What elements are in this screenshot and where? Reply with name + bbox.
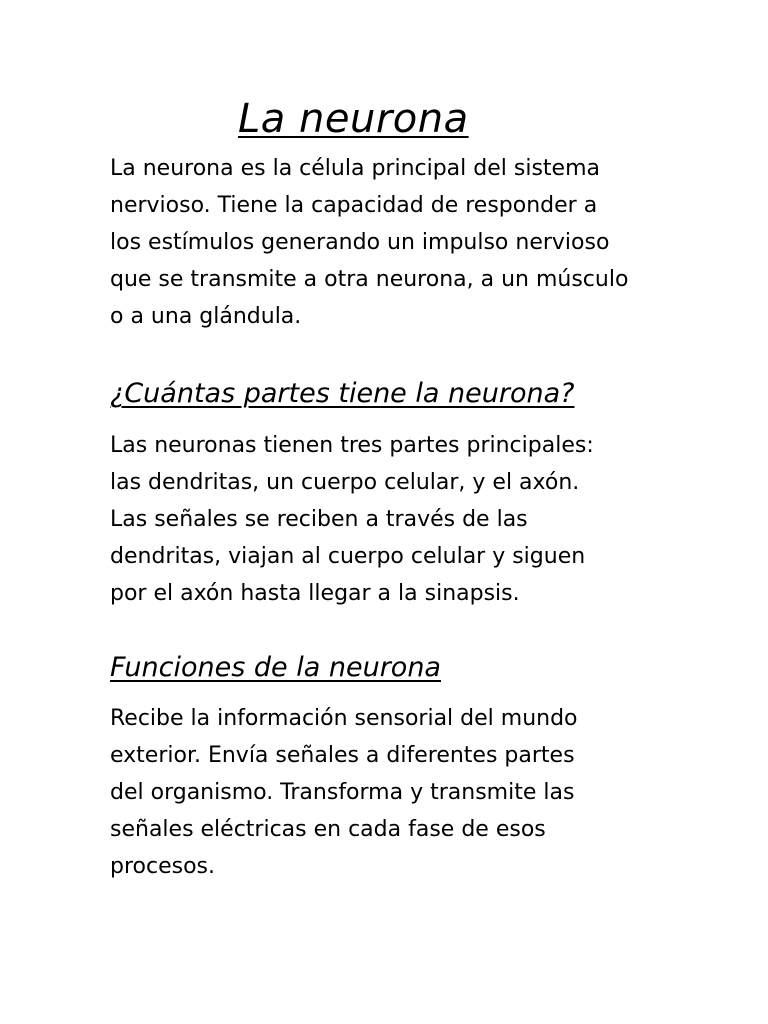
paragraph-line: dendritas, viajan al cuerpo celular y siguen	[110, 544, 586, 569]
section-heading-parts: ¿Cuántas partes tiene la neurona?	[110, 378, 575, 409]
paragraph-line: nervioso. Tiene la capacidad de responder a	[110, 193, 598, 218]
functions-paragraph	[110, 700, 578, 885]
document-title: La neurona	[238, 96, 469, 142]
paragraph-line: La neurona es la célula principal del sistema	[110, 156, 600, 181]
paragraph-line: por el axón hasta llegar a la sinapsis.	[110, 581, 520, 606]
paragraph-line: del organismo. Transforma y transmite las	[110, 780, 575, 805]
paragraph-line: Recibe la información sensorial del mundo	[110, 706, 578, 731]
paragraph-line: Las señales se reciben a través de las	[110, 507, 528, 532]
paragraph-line: señales eléctricas en cada fase de esos	[110, 817, 546, 842]
parts-paragraph	[110, 427, 594, 612]
paragraph-line: procesos.	[110, 854, 215, 879]
paragraph-line: que se transmite a otra neurona, a un músculo	[110, 267, 629, 292]
paragraph-line: exterior. Envía señales a diferentes partes	[110, 743, 575, 768]
paragraph-line: las dendritas, un cuerpo celular, y el axón.	[110, 470, 580, 495]
paragraph-line: Las neuronas tienen tres partes principales:	[110, 433, 594, 458]
intro-paragraph	[110, 150, 628, 335]
paragraph-line: los estímulos generando un impulso nervioso	[110, 230, 610, 255]
paragraph-line: o a una glándula.	[110, 304, 302, 329]
section-heading-functions: Funciones de la neurona	[110, 652, 441, 683]
